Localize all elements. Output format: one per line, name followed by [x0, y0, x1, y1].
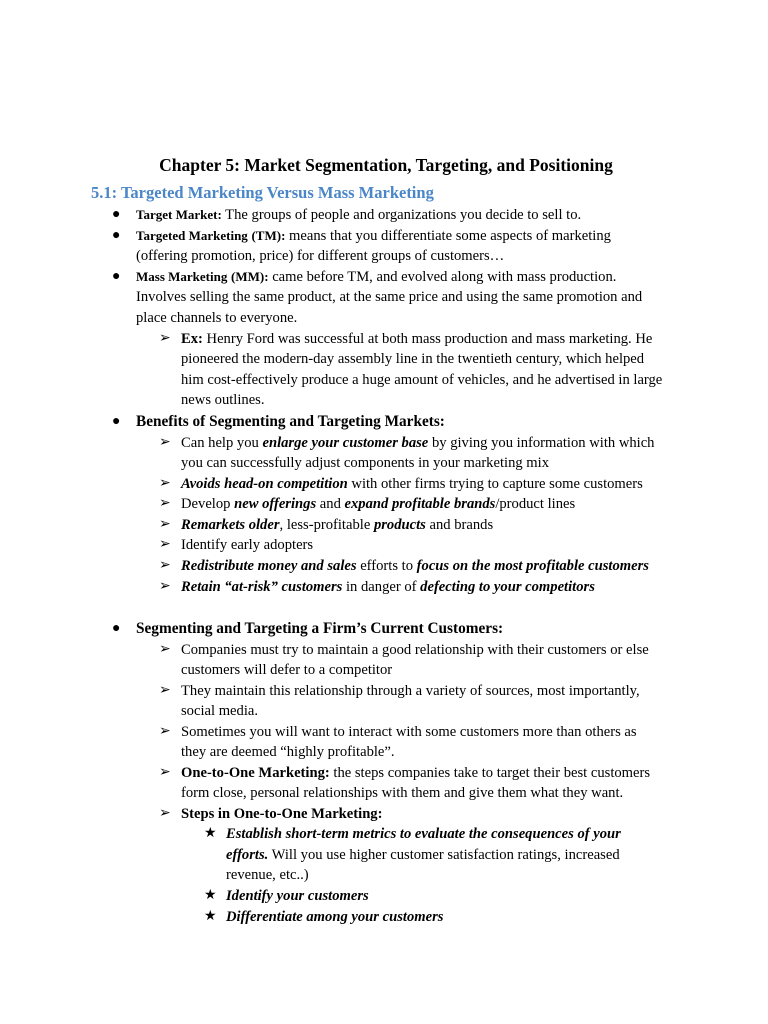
term-targeted-marketing: Targeted Marketing — [136, 228, 248, 243]
text-line: customers will defer to a competitor — [181, 662, 393, 678]
list-item-example: Ex: Henry Ford was successful at both mass production and mass marketing. He — [181, 331, 653, 347]
customer-item: Companies must try to maintain a good relationship with their customers or else — [181, 642, 649, 658]
benefit-item: Can help you enlarge your customer base by giving you information with which — [181, 435, 655, 451]
benefit-item: Remarkets older, less-profitable products and brands — [181, 517, 494, 533]
text-line: you can successfully adjust components in your marketing mix — [181, 455, 550, 471]
customer-item: One-to-One Marketing: the steps companies take to target their best customers — [181, 765, 651, 781]
benefit-item: Identify early adopters — [181, 537, 314, 553]
benefit-item: Redistribute money and sales efforts to focus on the most profitable customers — [181, 558, 649, 574]
arrow-marker: ➢ — [159, 724, 171, 739]
arrow-marker: ➢ — [159, 806, 171, 821]
bullet-marker: ● — [112, 269, 121, 284]
arrow-marker: ➢ — [159, 765, 171, 780]
arrow-marker: ➢ — [159, 642, 171, 657]
arrow-marker: ➢ — [159, 496, 171, 511]
current-customers-heading: Segmenting and Targeting a Firm’s Current Customers: — [136, 620, 504, 637]
text-line: form close, personal relationships with them and give them what they want. — [181, 785, 624, 801]
arrow-marker: ➢ — [159, 558, 171, 573]
term-target-market: Target Market: — [136, 207, 222, 222]
text-line: efforts. Will you use higher customer satisfaction ratings, increased — [226, 847, 620, 863]
benefit-item: Retain “at-risk” customers in danger of defecting to your competitors — [181, 579, 595, 595]
term-mass-marketing: Mass Marketing — [136, 269, 228, 284]
text-line: place channels to everyone. — [136, 310, 298, 326]
star-marker: ★ — [204, 826, 217, 841]
bullet-marker: ● — [112, 207, 121, 222]
step-item: Differentiate among your customers — [226, 909, 444, 925]
list-item-mass-marketing: Mass Marketing (MM): came before TM, and evolved along with mass production. — [136, 269, 617, 285]
arrow-marker: ➢ — [159, 435, 171, 450]
arrow-marker: ➢ — [159, 517, 171, 532]
term-example: Ex: — [181, 331, 203, 347]
arrow-marker: ➢ — [159, 579, 171, 594]
steps-heading: Steps in One-to-One Marketing: — [181, 806, 383, 822]
bullet-marker: ● — [112, 414, 121, 429]
text-line: social media. — [181, 703, 258, 719]
bullet-marker: ● — [112, 621, 121, 636]
text-line: pioneered the modern-day assembly line in the twentieth century, which helped — [181, 351, 645, 367]
step-item: Identify your customers — [226, 888, 369, 904]
arrow-marker: ➢ — [159, 331, 171, 346]
text-line: (offering promotion, price) for different groups of customers… — [136, 248, 505, 264]
benefit-item: Develop new offerings and expand profitable brands/product lines — [181, 496, 576, 512]
star-marker: ★ — [204, 888, 217, 903]
arrow-marker: ➢ — [159, 476, 171, 491]
text-line: Involves selling the same product, at the same price and using the same promotion and — [136, 289, 643, 305]
bullet-marker: ● — [112, 228, 121, 243]
text-line: revenue, etc..) — [226, 867, 309, 883]
star-marker: ★ — [204, 909, 217, 924]
list-item-target-market: Target Market: The groups of people and organizations you decide to sell to. — [136, 207, 582, 223]
text-line: they are deemed “highly profitable”. — [181, 744, 395, 760]
benefit-item: Avoids head-on competition with other firms trying to capture some customers — [181, 476, 643, 492]
benefits-heading: Benefits of Segmenting and Targeting Markets: — [136, 413, 445, 430]
arrow-marker: ➢ — [159, 683, 171, 698]
arrow-marker: ➢ — [159, 537, 171, 552]
customer-item: They maintain this relationship through a variety of sources, most importantly, — [181, 683, 640, 699]
text-line: him cost-effectively produce a huge amount of vehicles, and he advertised in large — [181, 372, 663, 388]
chapter-title: Chapter 5: Market Segmentation, Targeting, and Positioning — [159, 155, 613, 175]
section-heading: 5.1: Targeted Marketing Versus Mass Marketing — [91, 183, 434, 202]
customer-item: Sometimes you will want to interact with some customers more than others as — [181, 724, 637, 740]
text-line: news outlines. — [181, 392, 265, 408]
term-one-to-one-marketing: One-to-One Marketing: — [181, 765, 330, 781]
list-item-targeted-marketing: Targeted Marketing (TM): means that you differentiate some aspects of marketing — [136, 228, 611, 244]
step-item: Establish short-term metrics to evaluate the consequences of your — [226, 826, 621, 842]
